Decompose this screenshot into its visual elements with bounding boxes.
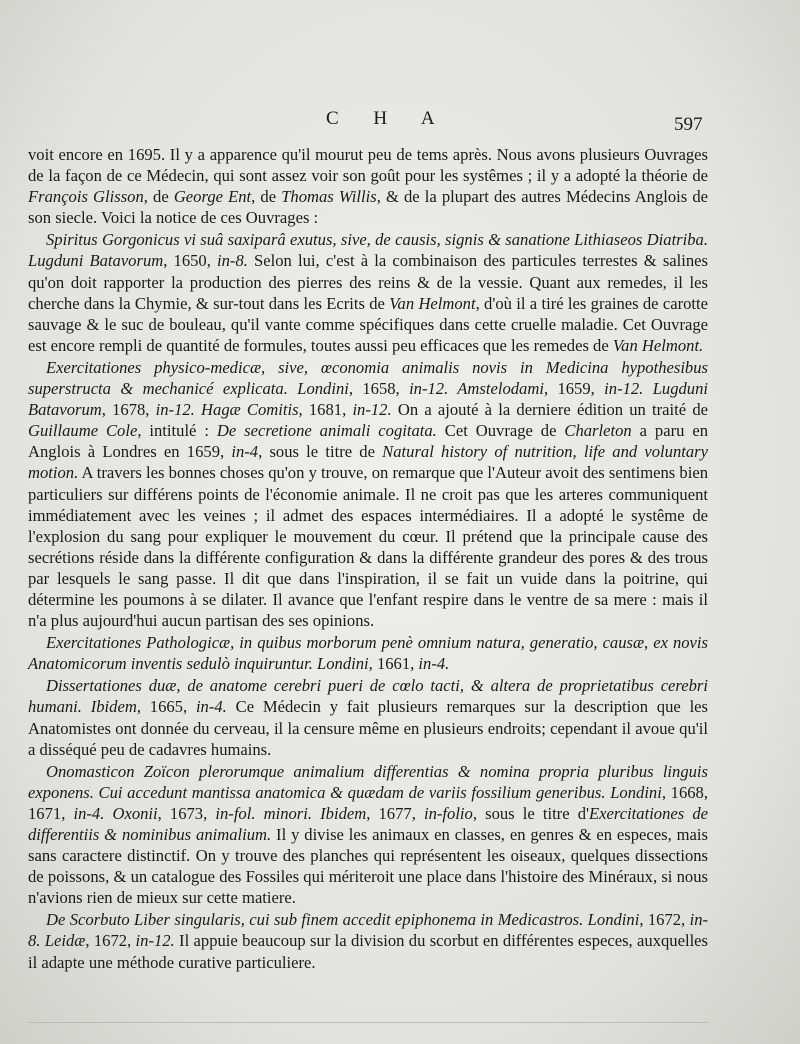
italic-text: Van Helmont	[389, 293, 476, 313]
bibliography-entry	[28, 632, 708, 674]
italic-text: in-4	[231, 442, 259, 462]
text-run: , d'où il a tiré les graines de carotte sauvage & le suc de bouleau, qu'il vante comme spécifiques dans cette cruelle maladie. Cet Ouvrage est encore rempli de quantité de formules, toutes aussi peu efficaces que les remedes de	[28, 293, 708, 355]
body-text	[28, 144, 708, 973]
italic-text: Natural history of nutrition, life and voluntary motion.	[28, 442, 708, 483]
text-run: , & de la plupart des autres Médecins Anglois de son siecle. Voici la notice de ces Ouvrages :	[28, 187, 709, 228]
text-run: , de	[143, 187, 174, 207]
text-run: a paru en Anglois à Londres en 1659,	[28, 421, 708, 462]
bibliography-entry	[28, 675, 708, 759]
italic-text: Dissertationes duæ, de anatome cerebri pueri de cœlo tacti, & altera de proprietatibus cerebri humani. Ibidem	[28, 676, 708, 717]
italic-text: Exercitationes de differentiis & nominibus animalium.	[28, 803, 709, 844]
italic-text: George Ent	[173, 187, 252, 207]
bibliography-entry	[28, 761, 708, 909]
italic-text: Charleton	[564, 421, 632, 441]
text-run: , 1673,	[157, 803, 216, 823]
text-run: , de	[251, 187, 282, 207]
italic-text: in-folio	[423, 803, 473, 823]
text-run: , 1681,	[298, 400, 353, 420]
text-run: Il appuie beaucoup sur la division du scorbut en différentes especes, auxquelles il adapte une méthode curative particuliere.	[28, 931, 708, 972]
bibliography-entry	[28, 229, 708, 356]
text-run: , 1650,	[163, 251, 218, 271]
page-bottom-rule	[28, 1022, 708, 1023]
italic-text: Van Helmont.	[612, 335, 704, 355]
text-run: A travers les bonnes choses qu'on y trouve, on remarque que l'Auteur avoit des sentimens bien particuliers sur différens points de l'économie animale. Il ne croit pas que les arteres communiquent immédiatement avec les veines ; il admet des espaces intermédiaires. Il a adopté le systême de l'explosion du sang pour expliquer le mouvement du cœur. Il prétend que la principale cause des secrétions réside dans la différente configuration & dans la différente grandeur des pores & des trous par lesquels le sang passe. Il dit que dans l'inspiration, il se fait un vuide dans la poitrine, qui détermine les poumons à se dilater. Il avance que l'enfant respire dans le ventre de sa mere : mais il n'a plus aujourd'hui aucun partisan des ses opinions.	[28, 463, 708, 631]
text-run: , 1659,	[543, 379, 605, 399]
text-run: , 1668, 1671,	[28, 782, 708, 823]
text-run: voit encore en 1695. Il y a apparence qu'il mourut peu de tems après. Nous avons plusieurs Ouvrages de la façon de ce Médecin, qui sont assez voir son goût pour les systêmes ; il y a adopté la théorie de	[28, 145, 708, 186]
text-run: Cet Ouvrage de	[436, 421, 565, 441]
italic-text: in-12. Amstelodami	[409, 379, 544, 399]
text-run: , 1677,	[366, 803, 424, 823]
italic-text: in-8.	[217, 251, 248, 271]
page-header	[0, 108, 800, 138]
text-run: , 1658,	[348, 379, 410, 399]
bibliography-entry	[28, 909, 708, 972]
text-run: Selon lui, c'est à la combinaison des particules terrestes & salines qu'on doit rapporter la production des pierres des reins & de la vessie. Quant aux remedes, il les cherche dans la Chymie, & sur-tout dans les Ecrits de	[28, 251, 708, 313]
text-run: , intitulé :	[137, 421, 217, 441]
italic-text: Spiritus Gorgonicus vi suâ saxiparâ exutus, sive, de causis, signis & sanatione Lithiaseos Diatriba. Lugduni Batavorum	[28, 230, 708, 271]
italic-text: De Scorbuto Liber singularis, cui sub finem accedit epiphonema in Medicastros. Londini	[46, 910, 640, 930]
italic-text: in-4.	[195, 697, 227, 717]
italic-text: in-12.	[135, 931, 175, 951]
bibliography-entry	[28, 357, 708, 631]
text-run: , 1665,	[136, 697, 196, 717]
italic-text: in-fol. minori. Ibidem	[215, 803, 367, 823]
italic-text: in-12. Hagæ Comitis	[155, 400, 299, 420]
italic-text: De secretione animali cogitata.	[216, 421, 437, 441]
running-head: C H A	[326, 108, 450, 129]
page-number: 597	[674, 114, 703, 135]
italic-text: François Glisson	[28, 187, 144, 207]
italic-text: Thomas Willis	[281, 187, 377, 207]
italic-text: in-12. Lugduni Batavorum	[28, 379, 709, 420]
italic-text: Exercitationes Pathologicæ, in quibus morborum penè omnium natura, generatio, causæ, ex novis Anatomicorum inventis sedulò inquiruntur. Londini	[28, 633, 708, 674]
italic-text: in-12.	[352, 400, 392, 420]
text-run: , sous le titre d'	[472, 803, 589, 823]
italic-text: Onomasticon Zoïcon plerorumque animalium differentias & nomina propria pluribus linguis exponens. Cui accedunt mantissa anatomica & quædam de variis fossilium generibus. Londini	[28, 761, 708, 802]
text-run: , sous le titre de	[258, 442, 383, 462]
text-run: , 1661,	[368, 654, 419, 674]
text-run: , 1672,	[639, 910, 690, 930]
italic-text: Exercitationes physico-medicæ, sive, œconomia animalis novis in Medicina hypothesibus superstructa & mechanicé explicata. Londini	[28, 357, 708, 399]
italic-text: in-4. Oxonii	[73, 803, 158, 823]
paragraph-continuation	[28, 144, 708, 228]
text-run: Il y divise les animaux en classes, en genres & en especes, mais sans caractere distinctif. On y trouve des planches qui représentent les oiseaux, quelques dissections de poissons, & un catalogue des Fossiles qui mériteroit une place dans l'histoire des Minéraux, si nous n'avions rien de mieux sur cette matiere.	[28, 825, 708, 908]
italic-text: in-4.	[418, 654, 450, 674]
italic-text: in-8. Leidæ	[28, 910, 709, 951]
text-run: , 1678,	[101, 400, 156, 420]
text-run: , 1672,	[85, 931, 136, 951]
text-run: Ce Médecin y fait plusieurs remarques sur la description que les Anatomistes ont donnée du cerveau, il la censure même en plusieurs endroits; cependant il avoue qu'il a disséqué peu de cadavres humains.	[28, 697, 709, 759]
text-run: On a ajouté à la derniere édition un traité de	[391, 400, 709, 420]
italic-text: Guillaume Cole	[28, 421, 138, 441]
